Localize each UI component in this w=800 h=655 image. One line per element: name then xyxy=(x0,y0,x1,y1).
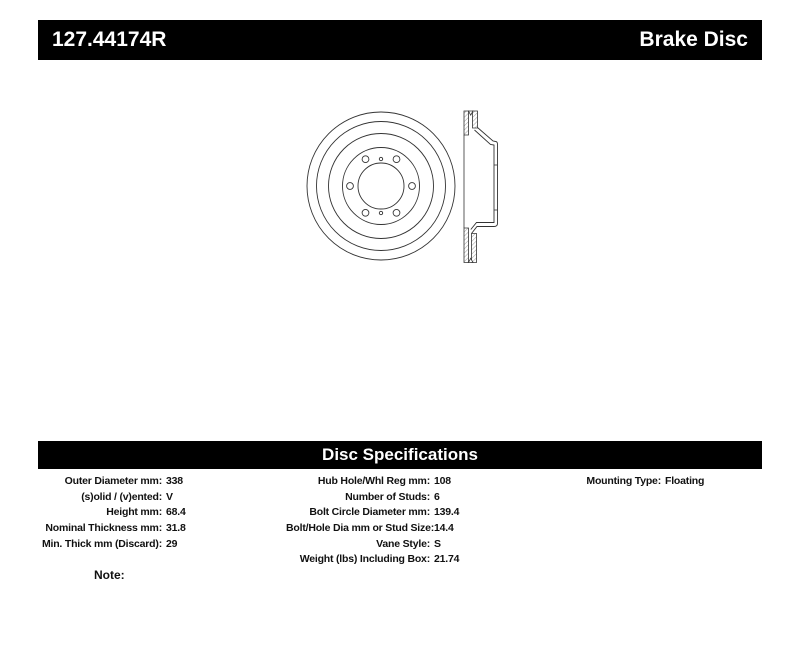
spec-row-bolt-hole-dia xyxy=(286,520,459,536)
spec-value: 338 xyxy=(166,474,183,487)
hat-profile-inner xyxy=(471,130,494,230)
spec-label: Hub Hole/Whl Reg mm: xyxy=(317,474,430,487)
spec-value: 108 xyxy=(434,474,451,487)
spec-row-bolt-circle-diameter xyxy=(286,504,459,520)
spec-row-height xyxy=(30,504,186,520)
spec-value: V xyxy=(166,490,173,503)
alignment-hole xyxy=(379,157,382,160)
spec-label: (s)olid / (v)ented: xyxy=(81,490,162,503)
stud-hole xyxy=(362,156,369,163)
spec-row-number-of-studs xyxy=(286,489,459,505)
disc-specifications-bar xyxy=(38,441,762,469)
spec-row-outer-diameter xyxy=(30,473,186,489)
header-bar xyxy=(38,20,762,60)
brake-disc-technical-drawing xyxy=(290,90,510,275)
spec-label: Mounting Type: xyxy=(586,474,661,487)
spec-value: S xyxy=(434,537,441,550)
cross-section-top-inboard-plate xyxy=(473,111,478,128)
spec-label: Bolt Circle Diameter mm: xyxy=(309,506,430,519)
spec-row-solid-vented xyxy=(30,489,186,505)
hat-edge-circle xyxy=(329,134,434,239)
outer-diameter-circle xyxy=(307,112,455,260)
hub-face-circle xyxy=(343,148,420,225)
cross-section-bottom-outboard-plate xyxy=(464,228,469,263)
brake-disc-cross-section xyxy=(464,111,498,263)
stud-hole xyxy=(409,183,416,190)
spec-row-weight xyxy=(286,551,459,567)
page-title: Brake Disc xyxy=(639,28,748,51)
section-title: Disc Specifications xyxy=(322,445,478,464)
spec-value: 139.4 xyxy=(434,506,460,519)
spec-row-mounting-type xyxy=(548,473,704,489)
friction-ring-circle xyxy=(317,122,446,251)
part-number: 127.44174R xyxy=(52,28,167,51)
spec-row-nominal-thickness xyxy=(30,520,186,536)
spec-value: 68.4 xyxy=(166,506,186,519)
center-bore-circle xyxy=(358,163,404,209)
spec-label: Outer Diameter mm: xyxy=(64,474,162,487)
spec-value: 29 xyxy=(166,537,178,550)
spec-value: 31.8 xyxy=(166,521,186,534)
spec-row-vane-style xyxy=(286,536,459,552)
spec-value: 14.4 xyxy=(434,521,454,534)
spec-label: Vane Style: xyxy=(376,537,430,550)
spec-label: Number of Studs: xyxy=(345,490,430,503)
stud-hole xyxy=(347,183,354,190)
alignment-hole xyxy=(379,211,382,214)
spec-column-right xyxy=(548,473,704,489)
cross-section-bottom-inboard-plate xyxy=(472,234,477,263)
spec-value: 6 xyxy=(434,490,440,503)
cross-section-top-outboard-plate xyxy=(464,111,469,135)
stud-hole xyxy=(393,209,400,216)
spec-label: Bolt/Hole Dia mm or Stud Size: xyxy=(286,521,435,534)
spec-label: Min. Thick mm (Discard): xyxy=(41,537,162,550)
note-label: Note: xyxy=(94,568,125,582)
stud-hole xyxy=(393,156,400,163)
stud-hole xyxy=(362,209,369,216)
spec-label: Height mm: xyxy=(106,506,162,519)
spec-label: Nominal Thickness mm: xyxy=(45,521,162,534)
brake-disc-front-view xyxy=(307,112,455,260)
spec-column-middle xyxy=(286,473,459,567)
spec-value: Floating xyxy=(665,474,705,487)
spec-row-hub-hole xyxy=(286,473,459,489)
spec-label: Weight (lbs) Including Box: xyxy=(299,553,430,566)
spec-row-min-thickness xyxy=(30,536,186,552)
spec-column-left xyxy=(30,473,186,551)
spec-value: 21.74 xyxy=(434,553,460,566)
